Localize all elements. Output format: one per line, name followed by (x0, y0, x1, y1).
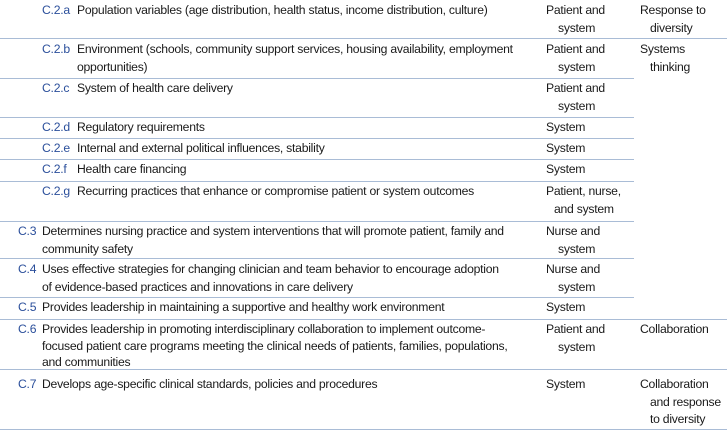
description-line: Provides leadership in promoting interdisciplinary collaboration to implement outcome- (42, 322, 486, 336)
competency-line: diversity (650, 20, 693, 35)
responsibility (546, 261, 634, 296)
item-description: Provides leadership in maintaining a supportive and healthy work environment (42, 300, 445, 314)
responsibility-line: system (558, 59, 596, 74)
responsibility (546, 80, 634, 115)
competency-line: Response to (640, 3, 706, 17)
responsibility-line: system (558, 279, 596, 294)
table-row (0, 118, 727, 138)
table-row (0, 0, 727, 38)
item-code: C.2.a (42, 3, 70, 17)
responsibility-line: system (558, 98, 596, 113)
item-description (42, 261, 499, 296)
item-code: C.2.b (42, 42, 70, 56)
competency-line: to diversity (650, 412, 706, 426)
item-code: C.5 (18, 300, 37, 314)
item-code: C.2.g (42, 184, 70, 198)
competency (640, 2, 727, 37)
item-description: Recurring practices that enhance or compromise patient or system outcomes (77, 184, 474, 198)
responsibility: System (546, 162, 586, 176)
item-code: C.2.e (42, 141, 70, 155)
item-code: C.3 (18, 224, 37, 238)
competency-line: Systems (640, 42, 685, 56)
description-line: and communities (42, 355, 131, 369)
item-description: Internal and external political influences, stability (77, 141, 325, 155)
description-line: Uses effective strategies for changing clinician and team behavior to encourage adoption (42, 262, 499, 276)
item-description: Health care financing (77, 162, 187, 176)
table-row (0, 259, 727, 297)
item-description: Population variables (age distribution, health status, income distribution, culture) (77, 3, 488, 17)
table-row (0, 182, 727, 221)
item-code: C.2.f (42, 162, 67, 176)
description-line: Environment (schools, community support services, housing availability, employment (77, 42, 513, 56)
table-row (0, 370, 727, 429)
responsibility-line: and system (554, 201, 614, 216)
competency (640, 41, 727, 76)
responsibility-line: Nurse and (546, 224, 600, 238)
competency (640, 376, 727, 429)
item-description (77, 41, 513, 76)
description-line: opportunities) (77, 59, 148, 74)
responsibility (546, 321, 634, 356)
responsibility-line: Patient and (546, 42, 605, 56)
item-code: C.2.c (42, 81, 70, 95)
description-line: Determines nursing practice and system interventions that will promote patient, family and (42, 224, 504, 238)
responsibility: System (546, 377, 586, 391)
item-description: Regulatory requirements (77, 120, 205, 134)
responsibility-line: Patient, nurse, (546, 184, 621, 198)
item-description (42, 223, 504, 258)
responsibility-line: Nurse and (546, 262, 600, 276)
item-code: C.2.d (42, 120, 70, 134)
responsibility-line: system (558, 339, 596, 354)
description-line: focused patient care programs meeting the clinical needs of patients, families, populations, (42, 338, 508, 353)
table-row (0, 222, 727, 258)
responsibility: System (546, 120, 586, 134)
competency-line: Collaboration (640, 322, 709, 336)
responsibility-line: system (558, 241, 596, 256)
responsibility-line: Patient and (546, 3, 605, 17)
item-description: System of health care delivery (77, 81, 233, 95)
table-row (0, 39, 727, 78)
item-code: C.7 (18, 377, 37, 391)
responsibility (546, 41, 634, 76)
table-row (0, 298, 727, 319)
responsibility-line: system (558, 20, 596, 35)
responsibility (546, 2, 634, 37)
responsibility-line: Patient and (546, 81, 605, 95)
competency-line: Collaboration (640, 377, 709, 391)
table-row (0, 160, 727, 181)
table-row (0, 79, 727, 117)
item-code: C.4 (18, 262, 37, 276)
competency (640, 321, 727, 339)
description-line: of evidence-based practices and innovations in care delivery (42, 279, 353, 294)
item-description (42, 321, 507, 372)
responsibility: System (546, 300, 586, 314)
item-description: Develops age-specific clinical standards, policies and procedures (42, 377, 378, 391)
table-row (0, 320, 727, 369)
table-row (0, 139, 727, 159)
responsibility: System (546, 141, 586, 155)
responsibility (546, 223, 634, 258)
description-line: community safety (42, 241, 133, 256)
item-code: C.6 (18, 322, 37, 336)
responsibility-line: Patient and (546, 322, 605, 336)
responsibility (546, 183, 634, 218)
competency-line: thinking (650, 59, 691, 74)
competency-line: and response (650, 394, 721, 409)
